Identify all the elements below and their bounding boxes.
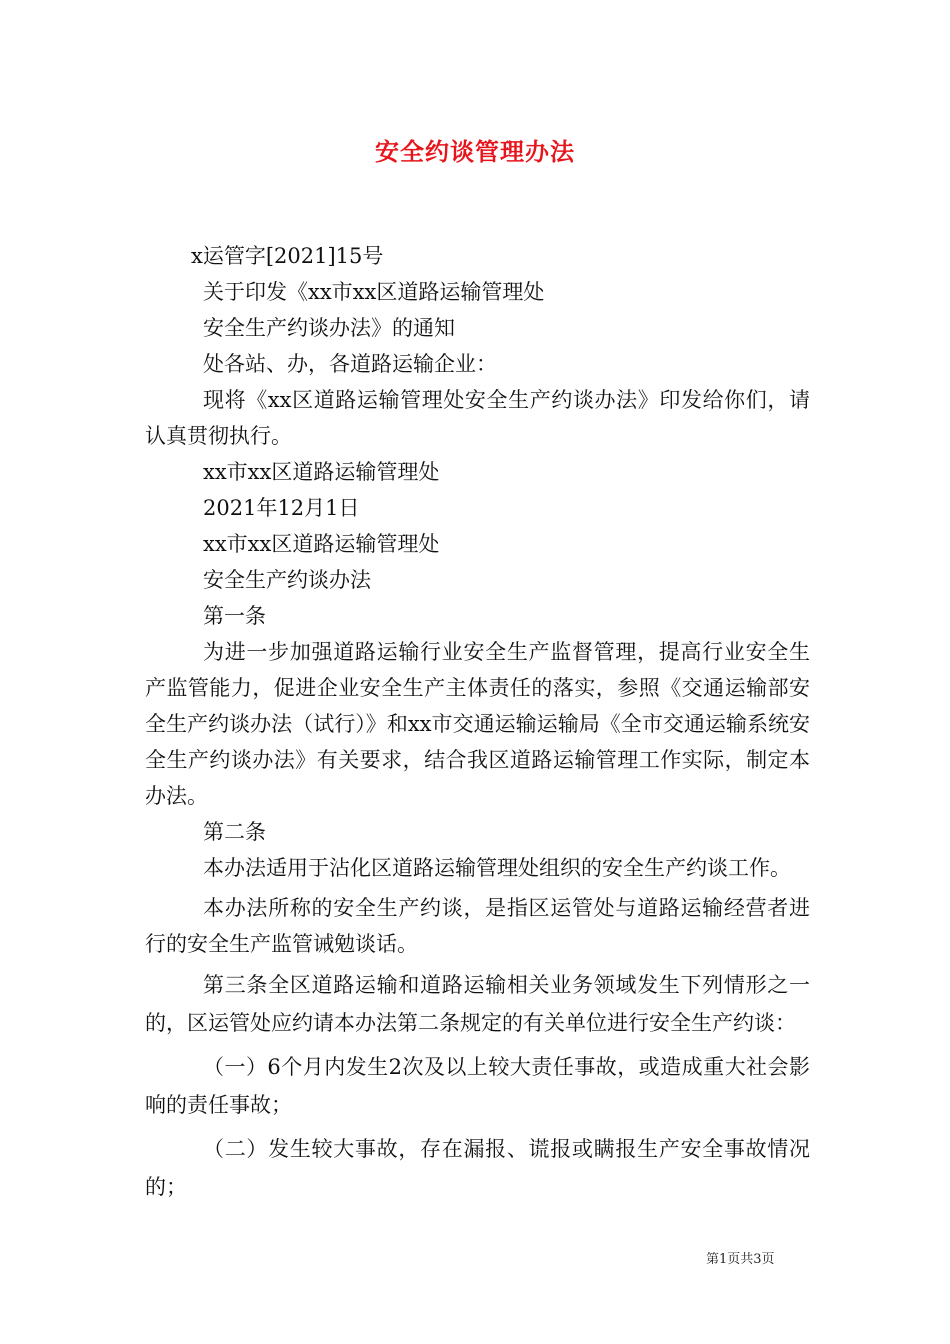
- article-2-scope: 本办法适用于沾化区道路运输管理处组织的安全生产约谈工作。: [203, 856, 791, 880]
- recipients: 处各站、办，各道路运输企业：: [203, 352, 497, 376]
- notice-body: 现将《xx区道路运输管理处安全生产约谈办法》印发给你们，请认真贯彻执行。: [145, 388, 810, 448]
- document-number: x运管字[2021]15号: [191, 244, 384, 268]
- article-1-text: 为进一步加强道路运输行业安全生产监督管理，提高行业安全生产监管能力，促进企业安全生产主体责任的落实，参照《交通运输部安全生产约谈办法（试行）》和xx市交通运输运输局《全市交通运输系统安全生产约谈办法》有关要求，结合我区道路运输管理工作实际，制定本办法。: [145, 640, 810, 808]
- article-3-item-1: （一）6个月内发生2次及以上较大责任事故，或造成重大社会影响的责任事故；: [145, 1055, 810, 1117]
- page-number: 第1页共3页: [706, 1252, 775, 1267]
- issue-date: 2021年12月1日: [203, 496, 360, 520]
- document-body: [145, 238, 810, 1206]
- measures-issuer: xx市xx区道路运输管理处: [203, 532, 440, 556]
- notice-title-line-1: 关于印发《xx市xx区道路运输管理处: [203, 280, 545, 304]
- article-2-definition: 本办法所称的安全生产约谈，是指区运管处与道路运输经营者进行的安全生产监管诫勉谈话。: [145, 896, 810, 956]
- document-title: 安全约谈管理办法: [375, 137, 575, 166]
- article-3-item-2: （二）发生较大事故，存在漏报、谎报或瞒报生产安全事故情况的；: [145, 1137, 810, 1199]
- article-2-heading: 第二条: [203, 820, 266, 844]
- article-3-text: 第三条全区道路运输和道路运输相关业务领域发生下列情形之一的，区运管处应约请本办法第二条规定的有关单位进行安全生产约谈：: [145, 973, 810, 1035]
- article-1-heading: 第一条: [203, 604, 266, 628]
- measures-title: 安全生产约谈办法: [203, 568, 371, 592]
- issuer: xx市xx区道路运输管理处: [203, 460, 440, 484]
- notice-title-line-2: 安全生产约谈办法》的通知: [203, 316, 455, 340]
